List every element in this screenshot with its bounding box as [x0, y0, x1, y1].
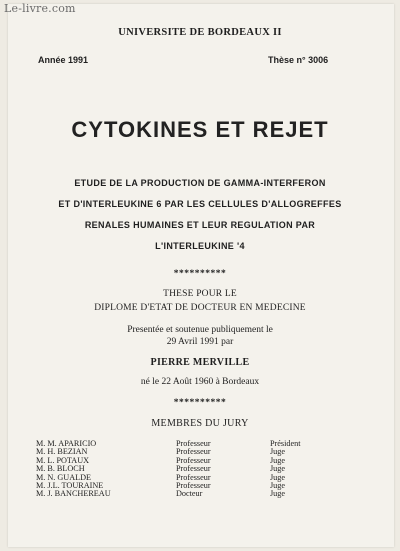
author-name: PIERRE MERVILLE — [150, 357, 250, 368]
jury-list — [36, 440, 356, 499]
jury-position: Juge — [270, 472, 286, 482]
separator: ********** — [173, 398, 227, 408]
watermark: Le-livre.com — [4, 2, 76, 15]
jury-row — [36, 490, 356, 498]
jury-position: Président — [270, 439, 301, 448]
jury-role: Professeur — [176, 447, 211, 457]
defense-line: Presentée et soutenue publiquement le — [127, 325, 273, 335]
jury-role: Professeur — [176, 464, 211, 474]
jury-role: Professeur — [176, 472, 211, 482]
separator: ********** — [173, 269, 227, 279]
year-label: Année 1991 — [38, 55, 89, 65]
jury-name: M. J. BANCHEREAU — [36, 489, 111, 499]
jury-position: Juge — [270, 447, 286, 457]
thesis-line: DIPLOME D'ETAT DE DOCTEUR EN MEDECINE — [94, 303, 306, 313]
jury-role: Docteur — [176, 489, 203, 499]
jury-role: Professeur — [176, 439, 211, 448]
jury-name: M. M. APARICIO — [36, 439, 97, 448]
jury-name: M. L. POTAUX — [36, 455, 90, 465]
jury-position: Juge — [270, 489, 286, 499]
subtitle-line: ET D'INTERLEUKINE 6 PAR LES CELLULES D'ALLOGREFFES — [58, 199, 342, 209]
university-name: UNIVERSITE DE BORDEAUX II — [118, 27, 282, 38]
jury-role: Professeur — [176, 455, 211, 465]
birth-info: né le 22 Août 1960 à Bordeaux — [140, 377, 260, 387]
thesis-number: Thèse n° 3006 — [268, 55, 329, 65]
jury-position: Juge — [270, 464, 286, 474]
jury-position: Juge — [270, 480, 286, 490]
jury-role: Professeur — [176, 480, 211, 490]
jury-name: M. B. BLOCH — [36, 464, 85, 474]
jury-name: M. N. GUALDE — [36, 472, 92, 482]
subtitle-line: RENALES HUMAINES ET LEUR REGULATION PAR — [84, 220, 316, 230]
thesis-line: THESE POUR LE — [163, 289, 237, 299]
defense-line: 29 Avril 1991 par — [166, 337, 234, 347]
jury-position: Juge — [270, 455, 286, 465]
subtitle-line: ETUDE DE LA PRODUCTION DE GAMMA-INTERFERON — [74, 178, 326, 188]
subtitle-line: L'INTERLEUKINE '4 — [155, 241, 245, 251]
jury-name: M. J.L. TOURAINE — [36, 480, 104, 490]
document-title: CYTOKINES ET REJET — [71, 117, 329, 142]
jury-name: M. H. BEZIAN — [36, 447, 88, 457]
jury-title: MEMBRES DU JURY — [151, 418, 249, 429]
